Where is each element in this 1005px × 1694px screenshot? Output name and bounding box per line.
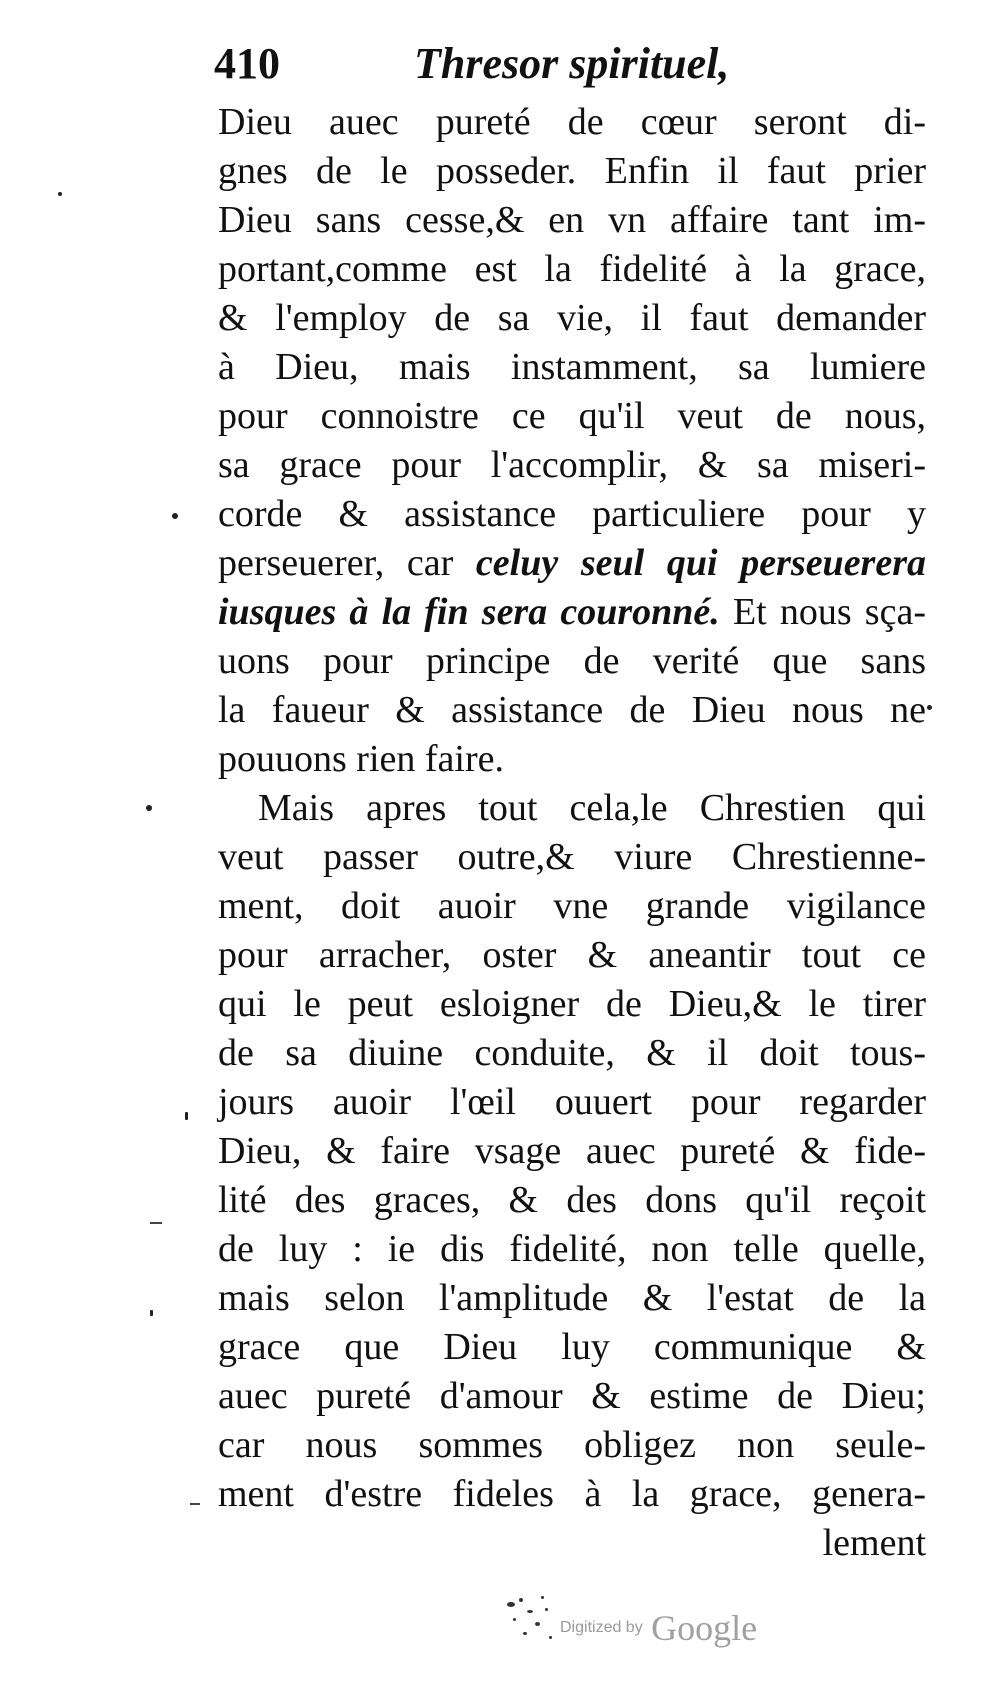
margin-tick <box>190 1503 200 1505</box>
text-line-with-quote <box>218 588 926 637</box>
page-number: 410 <box>214 39 280 88</box>
margin-speck <box>927 705 932 710</box>
margin-speck <box>58 192 62 196</box>
text-line: car nous sommes obligez non seule- <box>218 1424 926 1466</box>
text-line: ment, doit auoir vne grande vigilance <box>218 885 926 927</box>
text-line: mais selon l'amplitude & l'estat de la <box>218 1277 926 1319</box>
text-line: Dieu auec pureté de cœur seront di- <box>218 101 926 143</box>
margin-speck <box>150 1310 153 1316</box>
text-run: Et nous sça- <box>719 591 926 633</box>
margin-speck <box>172 513 178 519</box>
catchword: lement <box>822 1522 926 1564</box>
text-line: veut passer outre,& viure Chrestienne- <box>218 836 926 878</box>
italic-quote: iusques à la fin sera couronné. <box>218 591 720 633</box>
text-line: pouuons rien faire. <box>218 738 504 780</box>
text-line: Dieu sans cesse,& en vn affaire tant im- <box>218 199 926 241</box>
text-run: perseuerer, car <box>218 542 476 584</box>
text-line: grace que Dieu luy communique & <box>218 1326 926 1368</box>
text-line-with-quote <box>218 539 926 588</box>
text-line: gnes de le posseder. Enfin il faut prier <box>218 150 926 192</box>
text-line: pour arracher, oster & aneantir tout ce <box>218 934 926 976</box>
text-line: & l'employ de sa vie, il faut demander <box>218 297 926 339</box>
text-line: jours auoir l'œil ouuert pour regarder <box>218 1081 926 1123</box>
watermark-prefix: Digitized by <box>560 1619 643 1636</box>
text-line: lité des graces, & des dons qu'il reçoit <box>218 1179 926 1221</box>
text-line: de sa diuine conduite, & il doit tous- <box>218 1032 926 1074</box>
text-line: la faueur & assistance de Dieu nous ne <box>218 689 926 731</box>
page-header <box>214 36 914 92</box>
text-line: qui le peut esloigner de Dieu,& le tirer <box>218 983 926 1025</box>
text-line: pour connoistre ce qu'il veut de nous, <box>218 395 926 437</box>
margin-speck <box>146 805 152 811</box>
text-line: à Dieu, mais instamment, sa lumiere <box>218 346 926 388</box>
text-line: sa grace pour l'accomplir, & sa miseri- <box>218 444 926 486</box>
text-line: corde & assistance particuliere pour y <box>218 493 926 535</box>
body-text <box>218 98 926 1568</box>
text-line: auec pureté d'amour & estime de Dieu; <box>218 1375 926 1417</box>
paragraph-start-line: Mais apres tout cela,le Chrestien qui <box>258 787 926 829</box>
text-line: uons pour principe de verité que sans <box>218 640 926 682</box>
running-title: Thresor spirituel, <box>414 39 730 88</box>
margin-speck <box>185 1112 188 1120</box>
digitized-watermark <box>560 1607 757 1649</box>
margin-tick <box>150 1222 162 1224</box>
italic-quote: celuy seul qui perseuerera <box>475 542 926 584</box>
google-logo: Google <box>651 1608 758 1648</box>
text-line: Dieu, & faire vsage auec pureté & fide- <box>218 1130 926 1172</box>
text-line: ment d'estre fideles à la grace, genera- <box>218 1473 926 1515</box>
text-line: de luy : ie dis fidelité, non telle quelle, <box>218 1228 926 1270</box>
text-line: portant,comme est la fidelité à la grace, <box>218 248 926 290</box>
